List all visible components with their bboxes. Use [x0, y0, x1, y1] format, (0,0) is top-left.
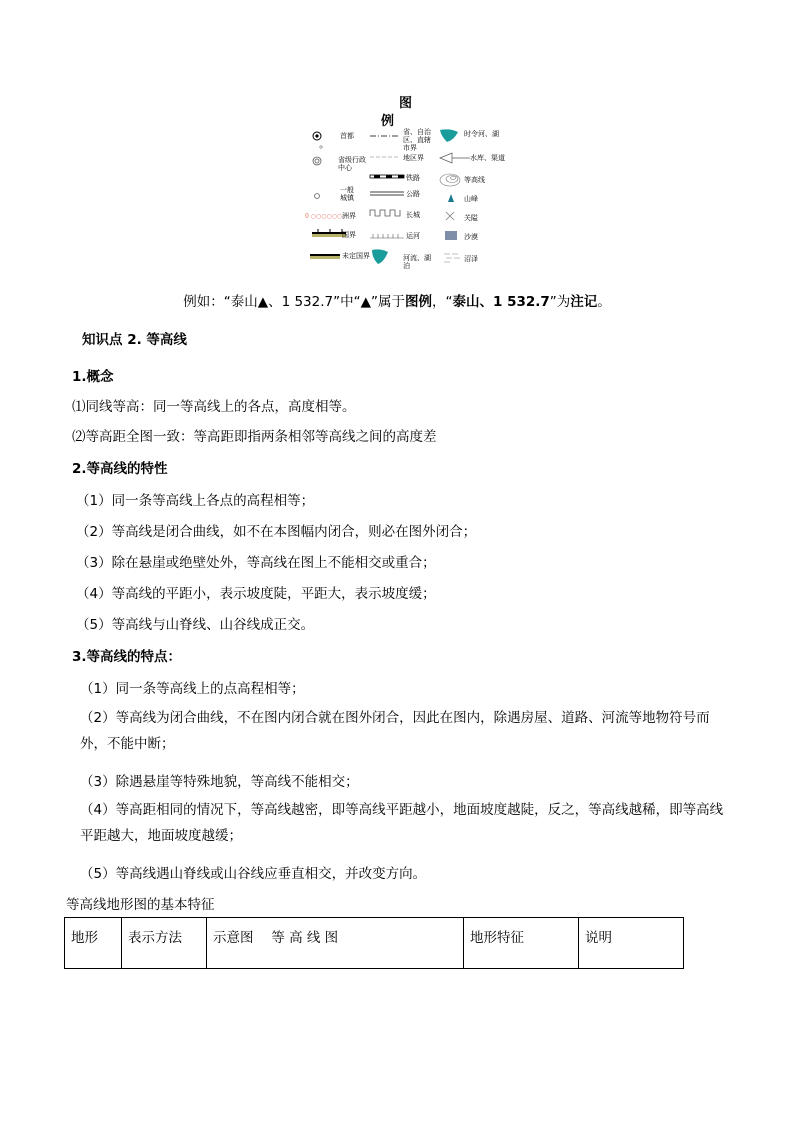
legend-label-provincial-boundary: 省、自治区、直辖市界 — [403, 128, 431, 152]
legend-label-swamp: 沼泽 — [464, 255, 478, 263]
legend-label-pass: 关隘 — [464, 214, 478, 222]
concept-item-2: ⑵等高距全图一致：等高距即指两条相邻等高线之间的高度差 — [72, 429, 437, 445]
legend-label-peak: 山峰 — [464, 195, 478, 203]
legend-label-special-boundary: 地区界 — [403, 154, 424, 162]
trait-item-4: （4）等高线的平距小，表示坡度陡，平距大，表示坡度缓； — [76, 586, 436, 602]
feature-item-5: （5）等高线遇山脊线或山谷线应垂直相交，并改变方向。 — [80, 866, 427, 882]
legend-title-1: 图 — [399, 96, 413, 111]
feature-item-1: （1）同一条等高线上的点高程相等； — [80, 681, 305, 697]
legend-label-town: 一般城镇 — [340, 186, 354, 202]
caption-mid: ，“ — [431, 294, 453, 310]
caption-term-legend: 图例 — [404, 294, 432, 310]
legend-label-river-lake: 河流、湖泊 — [403, 254, 431, 270]
caption-term-example: 泰山、1 532.7 — [452, 294, 550, 310]
caption-term-annotation: 注记 — [570, 294, 598, 310]
legend-label-undefined-boundary: 未定国界 — [342, 252, 370, 260]
legend-label-highway: 公路 — [406, 190, 420, 198]
feature-item-4: （4）等高距相同的情况下，等高线越密，即等高线平距越小，地面坡度越陡，反之，等高线越稀，即等高线平距越大，地面坡度越缓； — [80, 802, 724, 844]
legend-symbols — [300, 98, 520, 276]
feature-item-3: （3）除遇悬崖等特殊地貌，等高线不能相交； — [80, 774, 359, 790]
trait-item-2: （2）等高线是闭合曲线，如不在本图幅内闭合，则必在图外闭合； — [76, 524, 477, 540]
legend-label-great-wall: 长城 — [406, 211, 420, 219]
legend-label-continent-boundary: 洲界 — [342, 212, 356, 220]
table-header-row — [65, 918, 684, 969]
table-header-cell: 表示方法 — [122, 918, 207, 969]
legend-label-desert: 沙漠 — [464, 233, 478, 241]
caption-prefix: 例如：“泰山▲、1 532.7”中“▲”属于 — [183, 294, 405, 310]
legend-caption — [0, 290, 794, 310]
trait-item-1: （1）同一条等高线上各点的高程相等； — [76, 493, 315, 509]
legend-title-2: 例 — [381, 114, 395, 129]
trait-item-5: （5）等高线与山脊线、山谷线成正交。 — [76, 617, 315, 633]
concept-heading: 1.概念 — [72, 369, 114, 385]
legend-label-canal: 运河 — [406, 232, 420, 240]
map-legend-figure — [300, 98, 520, 276]
caption-mid2: ”为 — [549, 294, 571, 310]
legend-label-contour: 等高线 — [464, 176, 485, 184]
concept-item-1: ⑴同线等高：同一等高线上的各点，高度相等。 — [72, 399, 356, 415]
table-header-cell: 地形 — [65, 918, 122, 969]
legend-label-provincial-center: 省级行政中心 — [338, 156, 366, 172]
table-caption: 等高线地形图的基本特征 — [66, 897, 215, 913]
section-title: 知识点 2. 等高线 — [82, 332, 187, 348]
legend-label-national-boundary: 国界 — [342, 231, 356, 239]
svg-text:0 ○○○○○○: 0 ○○○○○○ — [305, 213, 343, 220]
legend-label-capital: 首都 — [340, 132, 354, 140]
terrain-feature-table — [64, 917, 684, 969]
features-heading: 3.等高线的特点： — [72, 649, 182, 665]
legend-label-railway: 铁路 — [406, 174, 420, 182]
feature-item-2: （2）等高线为闭合曲线，不在图内闭合就在图外闭合，因此在图内，除遇房屋、道路、河流等地物符号而外，不能中断； — [80, 710, 710, 752]
table-header-cell: 地形特征 — [464, 918, 579, 969]
legend-label-seasonal-river: 时令河、湖 — [464, 130, 499, 138]
traits-heading: 2.等高线的特性 — [72, 461, 168, 477]
trait-item-3: （3）除在悬崖或绝壁处外，等高线在图上不能相交或重合； — [76, 555, 436, 571]
legend-label-reservoir: 水库、渠道 — [470, 154, 505, 162]
table-header-cell: 说明 — [579, 918, 684, 969]
table-header-cell: 示意图 等 高 线 图 — [207, 918, 464, 969]
caption-suffix: 。 — [597, 294, 611, 310]
